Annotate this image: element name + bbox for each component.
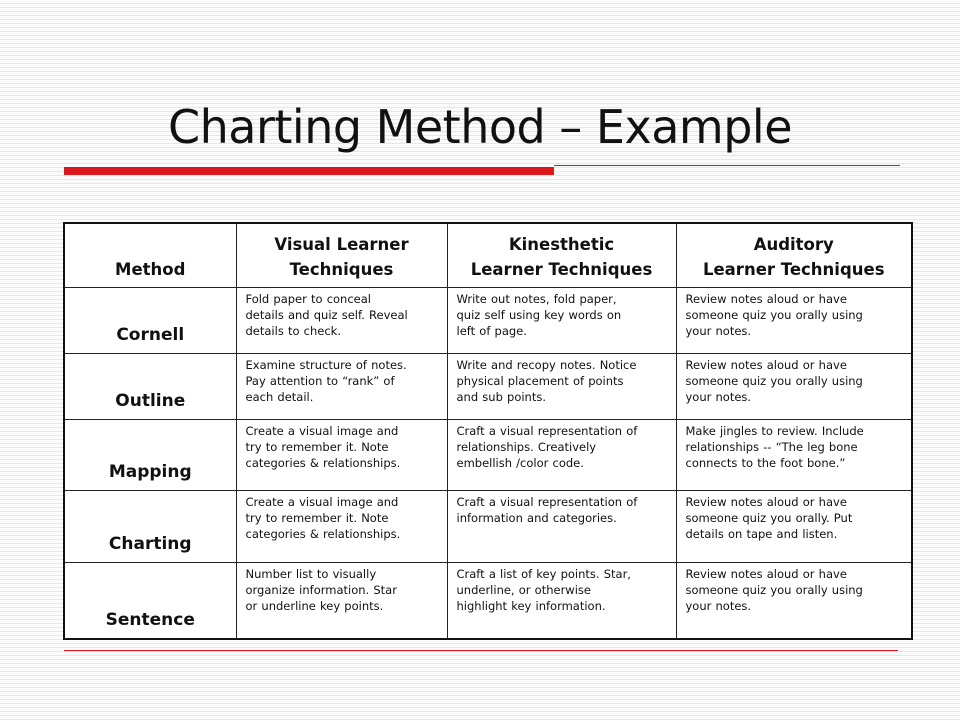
cell-line: relationships. Creatively — [456, 440, 597, 454]
cell-line: each detail. — [245, 390, 314, 404]
cell-line: Craft a visual representation of — [456, 495, 638, 509]
header-visual — [236, 223, 447, 288]
header-line: Visual Learner — [274, 235, 409, 254]
header-method — [64, 223, 236, 288]
header-line: Learner Techniques — [702, 260, 885, 279]
methods-table-container — [63, 222, 911, 640]
cell-line: Review notes aloud or have — [685, 292, 847, 306]
cell-line: someone quiz you orally. Put — [685, 511, 853, 525]
auditory-cell — [676, 491, 912, 563]
kinesthetic-cell — [447, 420, 676, 491]
title-underline — [554, 165, 900, 166]
table-row — [64, 288, 912, 354]
cell-line: relationships -- “The leg bone — [685, 440, 858, 454]
cell-line: Review notes aloud or have — [685, 358, 847, 372]
cell-line: Number list to visually — [245, 567, 377, 581]
cell-line: Write and recopy notes. Notice — [456, 358, 637, 372]
cell-line: Create a visual image and — [245, 424, 399, 438]
kinesthetic-cell — [447, 491, 676, 563]
cell-line: Write out notes, fold paper, — [456, 292, 617, 306]
visual-cell — [236, 491, 447, 563]
method-cell: Cornell — [64, 288, 236, 354]
cell-line: Create a visual image and — [245, 495, 399, 509]
method-cell: Charting — [64, 491, 236, 563]
cell-line: someone quiz you orally using — [685, 308, 863, 322]
cell-line: physical placement of points — [456, 374, 624, 388]
cell-line: Make jingles to review. Include — [685, 424, 864, 438]
cell-line: highlight key information. — [456, 599, 606, 613]
table-header-row — [64, 223, 912, 288]
table-row — [64, 563, 912, 639]
cell-line: Craft a visual representation of — [456, 424, 638, 438]
visual-cell — [236, 354, 447, 420]
kinesthetic-cell — [447, 288, 676, 354]
cell-line: your notes. — [685, 390, 752, 404]
header-line: Method — [115, 260, 186, 279]
cell-line: details and quiz self. Reveal — [245, 308, 408, 322]
method-cell: Outline — [64, 354, 236, 420]
header-line: Auditory — [753, 235, 834, 254]
cell-line: someone quiz you orally using — [685, 374, 863, 388]
cell-line: Pay attention to “rank” of — [245, 374, 395, 388]
kinesthetic-cell — [447, 354, 676, 420]
table-row — [64, 491, 912, 563]
cell-line: categories & relationships. — [245, 456, 401, 470]
visual-cell — [236, 420, 447, 491]
cell-line: details on tape and listen. — [685, 527, 838, 541]
header-line: Kinesthetic — [508, 235, 615, 254]
cell-line: your notes. — [685, 599, 752, 613]
cell-line: underline, or otherwise — [456, 583, 591, 597]
header-line: Learner Techniques — [470, 260, 653, 279]
cell-line: categories & relationships. — [245, 527, 401, 541]
cell-line: Fold paper to conceal — [245, 292, 371, 306]
cell-line: quiz self using key words on — [456, 308, 622, 322]
auditory-cell — [676, 420, 912, 491]
cell-line: Review notes aloud or have — [685, 567, 847, 581]
header-kinesthetic — [447, 223, 676, 288]
cell-line: connects to the foot bone.” — [685, 456, 846, 470]
kinesthetic-cell — [447, 563, 676, 639]
method-cell: Sentence — [64, 563, 236, 639]
methods-table — [63, 222, 913, 640]
visual-cell — [236, 288, 447, 354]
cell-line: left of page. — [456, 324, 527, 338]
cell-line: or underline key points. — [245, 599, 384, 613]
cell-line: try to remember it. Note — [245, 440, 389, 454]
visual-cell — [236, 563, 447, 639]
header-auditory — [676, 223, 912, 288]
auditory-cell — [676, 354, 912, 420]
auditory-cell — [676, 563, 912, 639]
header-line: Techniques — [289, 260, 394, 279]
cell-line: information and categories. — [456, 511, 617, 525]
cell-line: try to remember it. Note — [245, 511, 389, 525]
cell-line: Craft a list of key points. Star, — [456, 567, 631, 581]
cell-line: Examine structure of notes. — [245, 358, 407, 372]
cell-line: and sub points. — [456, 390, 547, 404]
slide-title: Charting Method – Example — [168, 100, 792, 154]
table-row — [64, 420, 912, 491]
method-cell: Mapping — [64, 420, 236, 491]
cell-line: someone quiz you orally using — [685, 583, 863, 597]
cell-line: your notes. — [685, 324, 752, 338]
table-row — [64, 354, 912, 420]
cell-line: organize information. Star — [245, 583, 397, 597]
bottom-divider — [64, 650, 898, 651]
cell-line: embellish /color code. — [456, 456, 584, 470]
cell-line: details to check. — [245, 324, 341, 338]
title-accent-bar — [64, 167, 554, 175]
cell-line: Review notes aloud or have — [685, 495, 847, 509]
auditory-cell — [676, 288, 912, 354]
